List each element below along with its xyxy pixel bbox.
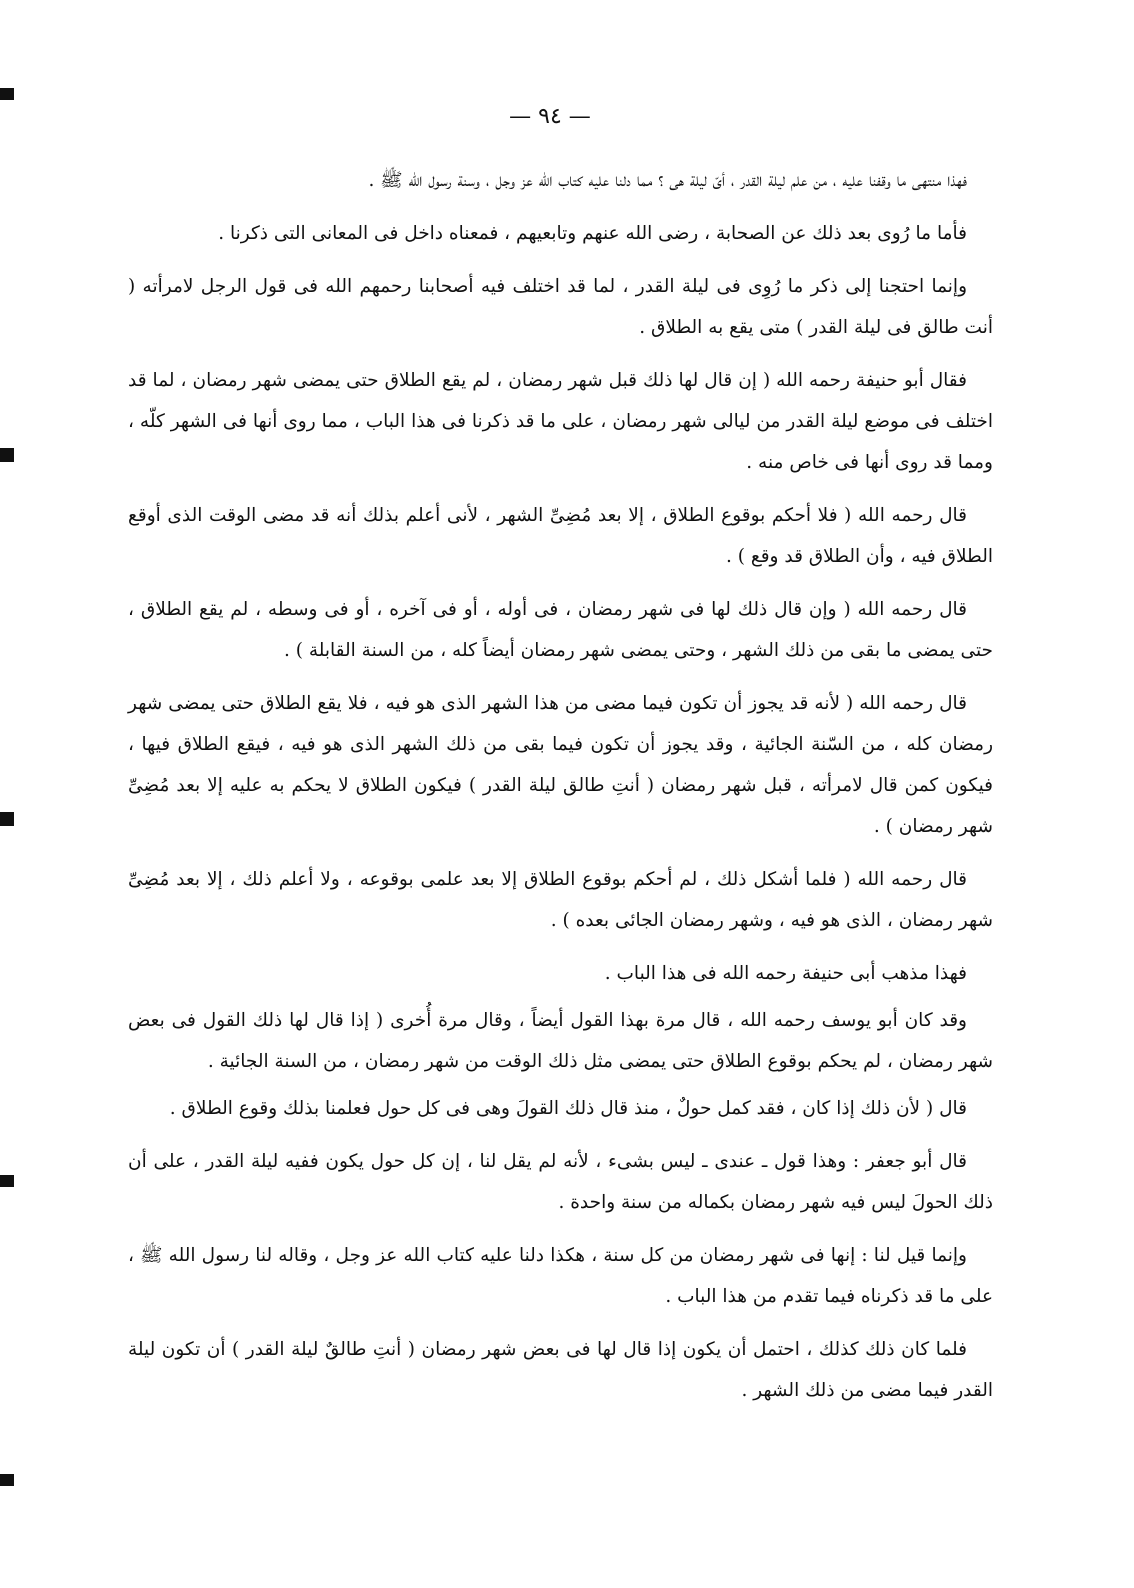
body-text bbox=[128, 160, 993, 1423]
paragraph: قال رحمه الله ( وإن قال ذلك لها فى شهر رمضان ، فى أوله ، أو فى آخره ، أو فى وسطه ، لم يقع الطلاق ، حتى يمضى ما بقى من ذلك الشهر ، وحتى يمضى شهر رمضان أيضاً كله ، من السنة القابلة ) . bbox=[128, 599, 993, 661]
margin-mark bbox=[0, 88, 14, 100]
margin-mark bbox=[0, 448, 14, 462]
page-number: — ٩٤ — bbox=[509, 104, 591, 129]
paragraph: قال رحمه الله ( فلا أحكم بوقوع الطلاق ، إلا بعد مُضِىِّ الشهر ، لأنى أعلم بذلك أنه قد مضى الوقت الذى أوقع الطلاق فيه ، وأن الطلاق قد وقع ) . bbox=[128, 505, 993, 567]
paragraph: وقد كان أبو يوسف رحمه الله ، قال مرة بهذا القول أيضاً ، وقال مرة أُخرى ( إذا قال لها ذلك القول فى بعض شهر رمضان ، لم يحكم بوقوع الطلاق حتى يمضى مثل ذلك الوقت من شهر رمضان ، من السنة الجائية . bbox=[128, 1010, 993, 1072]
paragraph: فقال أبو حنيفة رحمه الله ( إن قال لها ذلك قبل شهر رمضان ، لم يقع الطلاق حتى يمضى شهر رمضان ، لما قد اختلف فى موضع ليلة القدر من ليالى شهر رمضان ، على ما قد ذكرنا فى هذا الباب ، مما روى أنها فى الشهر كلّه ، ومما قد روى أنها فى خاص منه . bbox=[128, 370, 993, 473]
paragraph: وإنما قيل لنا : إنها فى شهر رمضان من كل سنة ، هكذا دلنا عليه كتاب الله عز وجل ، وقاله لنا رسول الله ﷺ ، على ما قد ذكرناه فيما تقدم من هذا الباب . bbox=[128, 1245, 993, 1307]
paragraph: قال رحمه الله ( فلما أشكل ذلك ، لم أحكم بوقوع الطلاق إلا بعد علمى بوقوعه ، ولا أعلم ذلك ، إلا بعد مُضِىِّ شهر رمضان ، الذى هو فيه ، وشهر رمضان الجائى بعده ) . bbox=[128, 869, 993, 931]
paragraph: فهذا مذهب أبى حنيفة رحمه الله فى هذا الباب . bbox=[604, 963, 967, 984]
paragraph: قال رحمه الله ( لأنه قد يجوز أن تكون فيما مضى من هذا الشهر الذى هو فيه ، فلا يقع الطلاق حتى يمضى شهر رمضان كله ، من السّنة الجائية ، وقد يجوز أن تكون فيما بقى من ذلك الشهر الذى هو فيه ، فيقع الطلاق فيها ، فيكون كمن قال لامرأته ، قبل شهر رمضان ( أنتِ طالق ليلة القدر ) فيكون الطلاق لا يحكم به عليه إلا بعد مُضِىِّ شهر رمضان ) . bbox=[128, 693, 993, 837]
paragraph: فهذا منتهى ما وقفنا عليه ، من علم ليلة القدر ، أىّ ليلة هى ؟ مما دلنا عليه كتاب الله عز وجل ، وسنة رسول الله ﷺ . bbox=[368, 170, 967, 191]
paragraph: قال ( لأن ذلك إذا كان ، فقد كمل حولٌ ، منذ قال ذلك القولَ وهى فى كل حول فعلمنا بذلك وقوع الطلاق . bbox=[169, 1098, 967, 1119]
paragraph: وإنما احتجنا إلى ذكر ما رُوِى فى ليلة القدر ، لما قد اختلف فيه أصحابنا رحمهم الله فى قول الرجل لامرأته ( أنت طالق فى ليلة القدر ) متى يقع به الطلاق . bbox=[128, 276, 993, 338]
margin-mark bbox=[0, 1474, 14, 1486]
paragraph: فأما ما رُوى بعد ذلك عن الصحابة ، رضى الله عنهم وتابعيهم ، فمعناه داخل فى المعانى التى ذكرنا . bbox=[218, 223, 967, 244]
paragraph: فلما كان ذلك كذلك ، احتمل أن يكون إذا قال لها فى بعض شهر رمضان ( أنتِ طالقٌ ليلة القدر ) أن تكون ليلة القدر فيما مضى من ذلك الشهر . bbox=[128, 1339, 993, 1401]
margin-mark bbox=[0, 812, 14, 826]
margin-mark bbox=[0, 1175, 14, 1187]
paragraph: قال أبو جعفر : وهذا قول ـ عندى ـ ليس بشىء ، لأنه لم يقل لنا ، إن كل حول يكون ففيه ليلة القدر ، على أن ذلك الحولَ ليس فيه شهر رمضان بكماله من سنة واحدة . bbox=[128, 1151, 993, 1213]
